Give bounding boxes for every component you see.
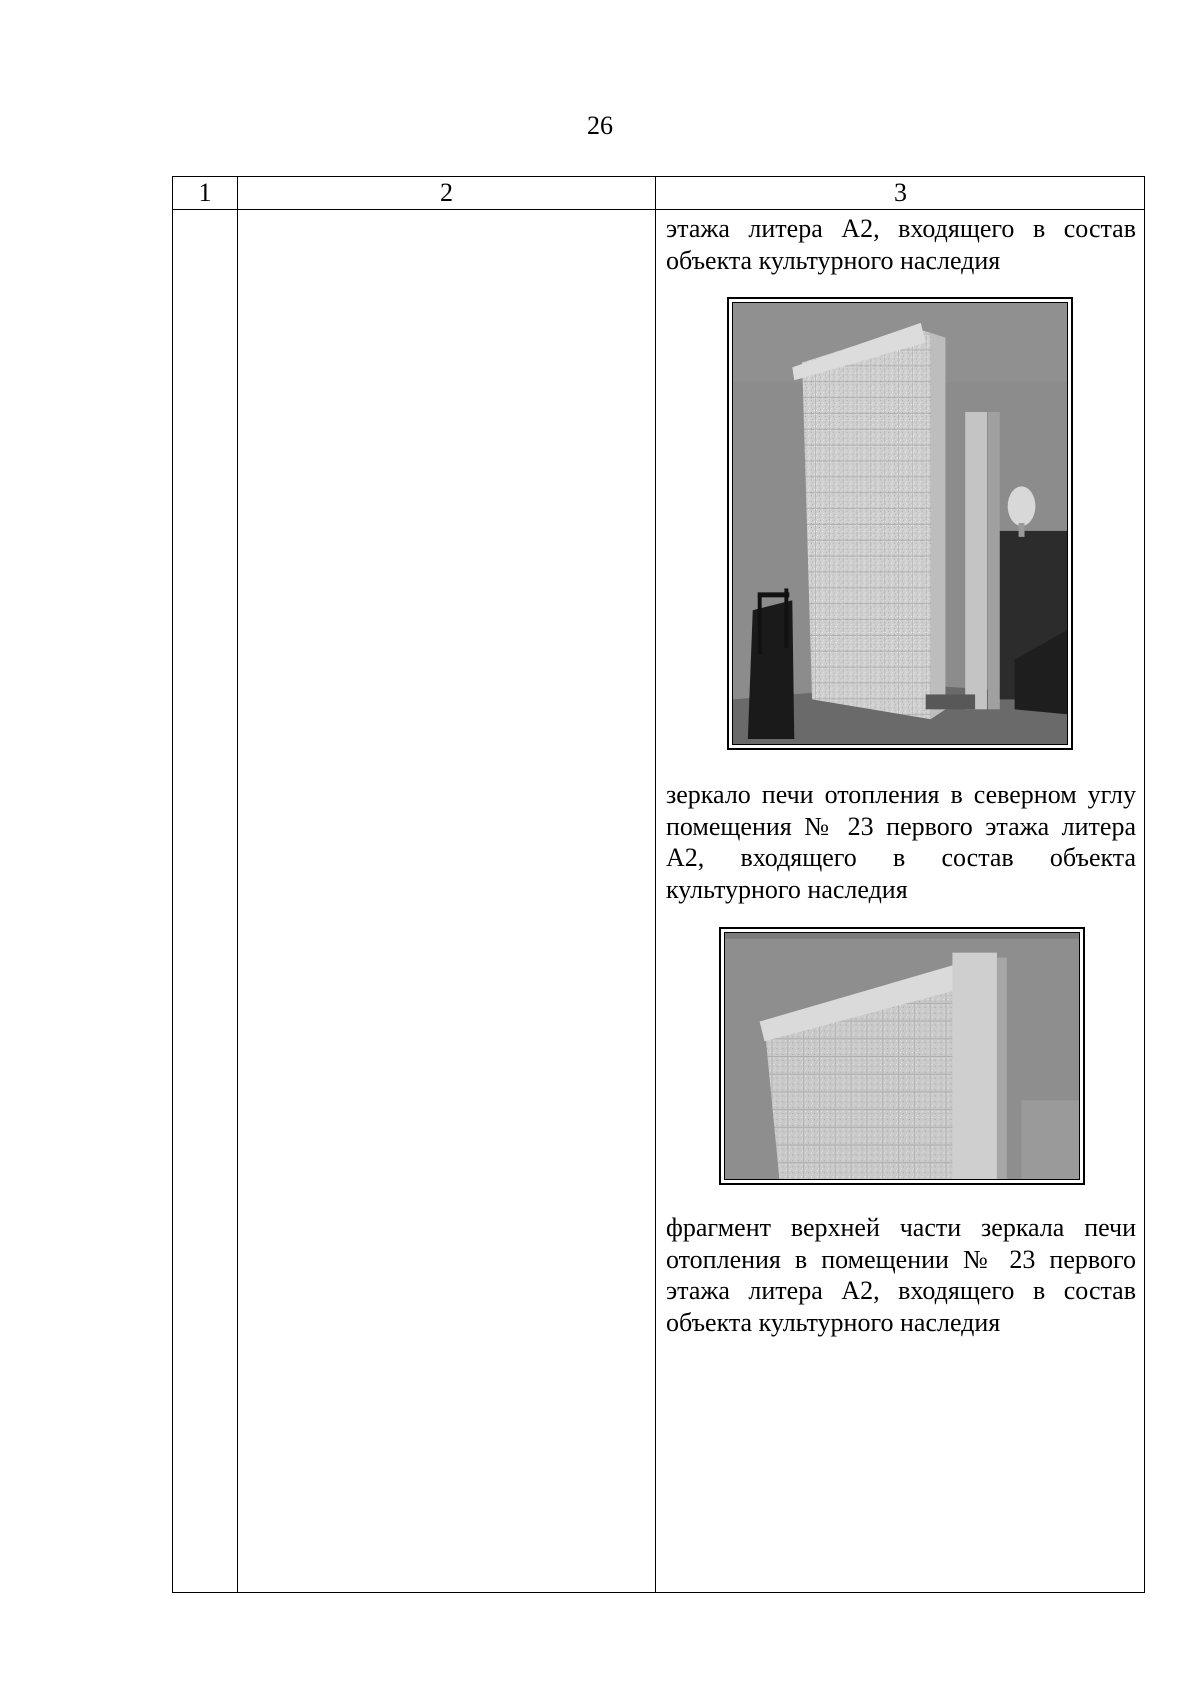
header-cell-3: 3: [894, 178, 907, 207]
page-number: 26: [587, 111, 613, 140]
caption-text: фрагмент верхней части зеркала печи отопления в помещении № 23 первого этажа литера А2, входящего в состав объекта культурного наследия: [666, 1213, 1136, 1337]
photo-stove-mirror-upper-fragment: [719, 927, 1085, 1185]
cell-3-text-3: [666, 1212, 1136, 1338]
stove-mirror-picture: [733, 303, 1067, 744]
header-cell-2: 2: [440, 178, 453, 207]
caption-text: зеркало печи отопления в северном углу помещения № 23 первого этажа литера А2, входящего в состав объекта культурного наследия: [666, 780, 1136, 904]
column-divider: [655, 177, 656, 1592]
photo-image: [724, 932, 1080, 1180]
photo-heating-stove-mirror: [727, 297, 1073, 750]
column-divider: [237, 177, 238, 1592]
cell-3-text-2: [666, 779, 1136, 905]
cell-3-text-1: [666, 213, 1136, 276]
document-table: [172, 176, 1145, 1593]
caption-text: этажа литера А2, входящего в состав объекта культурного наследия: [666, 214, 1136, 275]
header-cell-1: 1: [198, 178, 212, 207]
photo-image: [732, 302, 1068, 745]
stove-fragment-picture: [725, 933, 1079, 1179]
header-row-divider: [173, 209, 1144, 210]
